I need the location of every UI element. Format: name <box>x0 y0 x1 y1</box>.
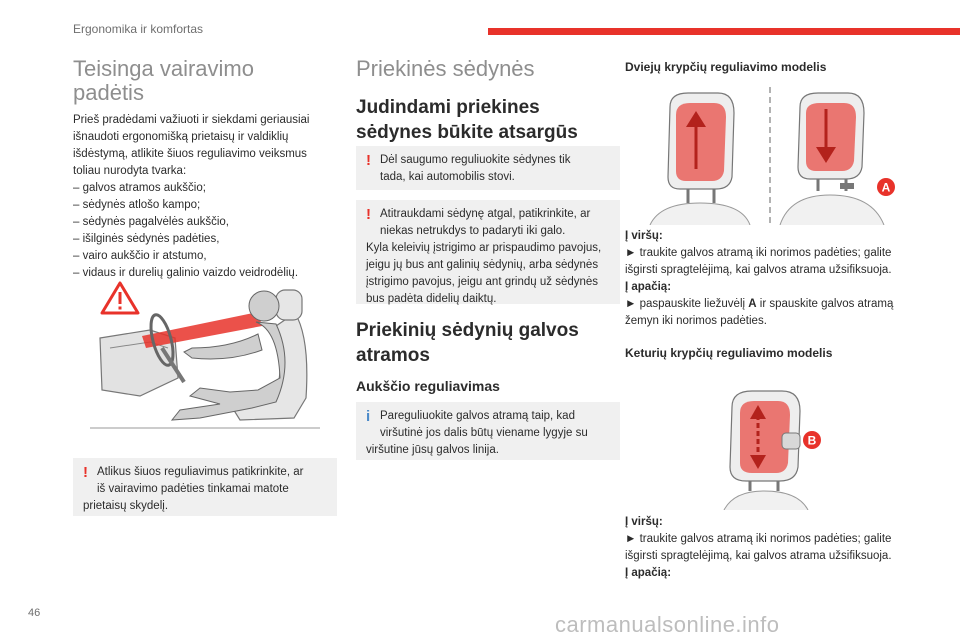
four-way-headrest-illustration <box>720 385 830 510</box>
subheading-two-way-model: Dviejų krypčių reguliavimo modelis <box>625 60 827 74</box>
notice-text: Pareguliuokite galvos atramą taip, kad <box>380 410 575 422</box>
four-way-instructions <box>625 514 895 582</box>
header-accent-bar <box>488 28 960 35</box>
running-header: Ergonomika ir komfortas <box>73 22 204 36</box>
notice-text: Atitraukdami sėdynę atgal, patikrinkite, ar <box>380 208 591 220</box>
notice-text: Atlikus šiuos reguliavimus patikrinkite, ar <box>97 466 304 478</box>
callout-a-label: A <box>881 180 891 195</box>
instruction-heading: Į apačią: <box>625 567 672 579</box>
heading-headrests <box>356 318 618 368</box>
page-number: 46 <box>28 607 41 619</box>
watermark: carmanualsonline.info <box>555 612 780 637</box>
heading-line: Judindami priekines <box>356 97 540 118</box>
notice-text: prietaisų skydelį. <box>83 500 169 512</box>
intro-text <box>73 112 335 282</box>
info-icon: i <box>366 408 371 425</box>
callout-a-icon <box>877 178 895 196</box>
subheading-height-adjustment: Aukščio reguliavimas <box>356 378 500 394</box>
exclamation-icon: ! <box>83 464 88 481</box>
list-item: – vairo aukščio ir atstumo, <box>73 250 207 262</box>
subheading-four-way-model: Keturių krypčių reguliavimo modelis <box>625 346 833 360</box>
exclamation-icon: ! <box>366 206 371 223</box>
list-item: – išilginės sėdynės padėties, <box>73 233 220 245</box>
instruction-text: ► traukite galvos atramą iki norimos padėties; galite išgirsti spragtelėjimą, kai galvos atrama užsifiksuoja. <box>625 247 892 276</box>
list-item: – sėdynės pagalvėlės aukščio, <box>73 216 229 228</box>
headrest-up-figure <box>650 93 750 225</box>
intro-paragraph: Prieš pradėdami važiuoti ir siekdami geriausiai išnaudoti ergonomišką prietaisų ir valdiklių išdėstymą, atlikite šiuos reguliavimo veiksmus toliau nurodyta tvarka: <box>73 114 310 177</box>
title-line: Teisinga vairavimo <box>73 56 254 81</box>
two-way-headrest-illustration <box>640 85 900 225</box>
instruction-heading: Į viršų: <box>625 516 663 528</box>
two-way-instructions <box>625 228 895 330</box>
instruction-fragment: ir spauskite galvos atramą žemyn iki norimos padėties. <box>625 298 894 327</box>
section-title-front-seats: Priekinės sėdynės <box>356 56 535 81</box>
info-headrest-level <box>356 402 620 460</box>
notice-text: iš vairavimo padėties tinkamai matote <box>97 483 289 495</box>
exclamation-icon: ! <box>366 152 371 169</box>
instruction-heading: Į viršų: <box>625 230 663 242</box>
notice-adjust-when-stopped <box>356 146 620 190</box>
notice-text: Dėl saugumo reguliuokite sėdynes tik <box>380 154 571 166</box>
callout-b-label: B <box>807 433 817 448</box>
notice-text: niekas netrukdys to padaryti iki galo. <box>380 225 566 237</box>
instruction-fragment: ► paspauskite liežuvėlį <box>625 298 749 310</box>
notice-text: viršutine jūsų galvos linija. <box>366 444 499 456</box>
instruction-text <box>625 296 895 330</box>
warning-triangle-icon <box>102 283 138 313</box>
instruction-fragment: A <box>748 298 757 310</box>
notice-text: tada, kai automobilis stovi. <box>380 171 515 183</box>
list-item: – vidaus ir durelių galinio vaizdo veidrodėlių. <box>73 267 299 279</box>
instruction-text: ► traukite galvos atramą iki norimos padėties; galite išgirsti spragtelėjimą, kai galvos atrama užsifiksuoja. <box>625 533 892 562</box>
notice-text: viršutinė jos dalis būtų viename lygyje su <box>380 427 588 439</box>
notice-dashboard-visibility <box>73 458 337 516</box>
heading-seat-caution <box>356 95 618 145</box>
driving-position-illustration <box>80 278 330 438</box>
list-item: – sėdynės atlošo kampo; <box>73 199 201 211</box>
heading-line: atramos <box>356 345 430 366</box>
list-item: – galvos atramos aukščio; <box>73 182 206 194</box>
heading-line: sėdynes būkite atsargūs <box>356 122 578 143</box>
notice-text: Kyla keleivių įstrigimo ar prispaudimo pavojus, jeigu jų bus ant galinių sėdynių, arba sėdynės įstrigimo pavojus, jeigu ant grindų už sėdynės bus padėta didelių daiktų. <box>366 242 602 305</box>
notice-rear-clearance <box>356 200 620 304</box>
instruction-heading: Į apačią: <box>625 281 672 293</box>
heading-line: Priekinių sėdynių galvos <box>356 320 579 341</box>
section-title-driving-position <box>73 57 333 105</box>
headrest-down-figure <box>780 93 884 225</box>
title-line: padėtis <box>73 80 144 105</box>
callout-b-icon <box>803 431 821 449</box>
